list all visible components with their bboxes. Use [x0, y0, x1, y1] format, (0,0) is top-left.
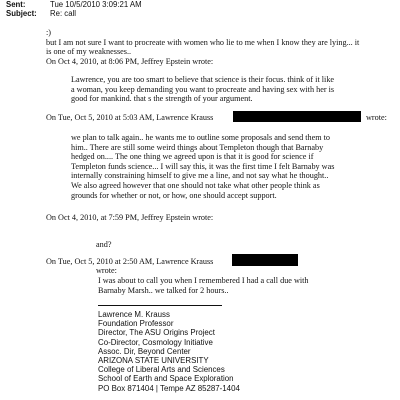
email-header	[6, 0, 142, 18]
quote3-attribution: On Oct 4, 2010, at 7:59 PM, Jeffrey Epstein wrote:	[46, 213, 214, 222]
quote1-body: Lawrence, you are too smart to believe that science is their focus. think of it like a woman, you keep demanding you want to procreate and having sex with her is good for mankind. that s the strength of your argument.	[71, 75, 335, 104]
reply-smiley: :)	[46, 28, 52, 37]
signature-line: Co-Director, Cosmology Initiative	[98, 337, 213, 347]
quote4-attribution-start: On Tue, Oct 5, 2010 at 2:50 AM, Lawrence Krauss	[46, 257, 214, 266]
sent-label: Sent:	[6, 0, 26, 9]
signature-line: College of Liberal Arts and Sciences	[98, 365, 225, 375]
subject-row	[6, 9, 142, 18]
signature-line: ARIZONA STATE UNIVERSITY	[98, 356, 209, 366]
signature-divider	[98, 305, 222, 306]
redaction-box	[233, 111, 361, 122]
quote2-attribution-end: wrote:	[366, 113, 387, 122]
signature-line: Foundation Professor	[98, 319, 174, 329]
signature-line: PO Box 871404 | Tempe AZ 85287-1404	[98, 383, 240, 393]
signature-block	[98, 310, 240, 393]
quote3-body: and?	[96, 240, 112, 249]
quote1-attribution: On Oct 4, 2010, at 8:06 PM, Jeffrey Epstein wrote:	[46, 57, 214, 66]
reply-line-2: is one of my weaknesses..	[46, 47, 132, 56]
subject-value: Re: call	[50, 9, 76, 18]
quote4-attribution-end: wrote:	[96, 266, 117, 275]
signature-line: Director, The ASU Origins Project	[98, 328, 215, 338]
sent-row	[6, 0, 142, 9]
redaction-box	[232, 254, 298, 266]
reply-line-1: but I am not sure I want to procreate with women who lie to me when I know they are lying... it	[46, 38, 360, 47]
signature-line: School of Earth and Space Exploration	[98, 374, 234, 384]
signature-line: Lawrence M. Krauss	[98, 310, 170, 319]
quote2-body: we plan to talk again.. he wants me to outline some proposals and send them to him.. There are still some weird things about Templeton though that Barnaby hedged on.... The one thing we agreed upon is that it is good for science if Templeton funds science... I will say this, it was the first time I felt Barnaby was internally constraining himself to give me a line, and not say what he thought.. We also agreed however that one should not take what other people think as grounds for whether or not, or how, one should accept support.	[71, 133, 335, 200]
signature-line: Assoc. Dir, Beyond Center	[98, 346, 191, 356]
sent-value: Tue 10/5/2010 3:09:21 AM	[50, 0, 142, 9]
subject-label: Subject:	[6, 9, 37, 18]
quote4-body: I was about to call you when I remembered I had a call due with Barnaby Marsh.. we talked for 2 hours..	[98, 276, 309, 295]
quote2-attribution-start: On Tue, Oct 5, 2010 at 5:03 AM, Lawrence Krauss	[46, 113, 214, 122]
